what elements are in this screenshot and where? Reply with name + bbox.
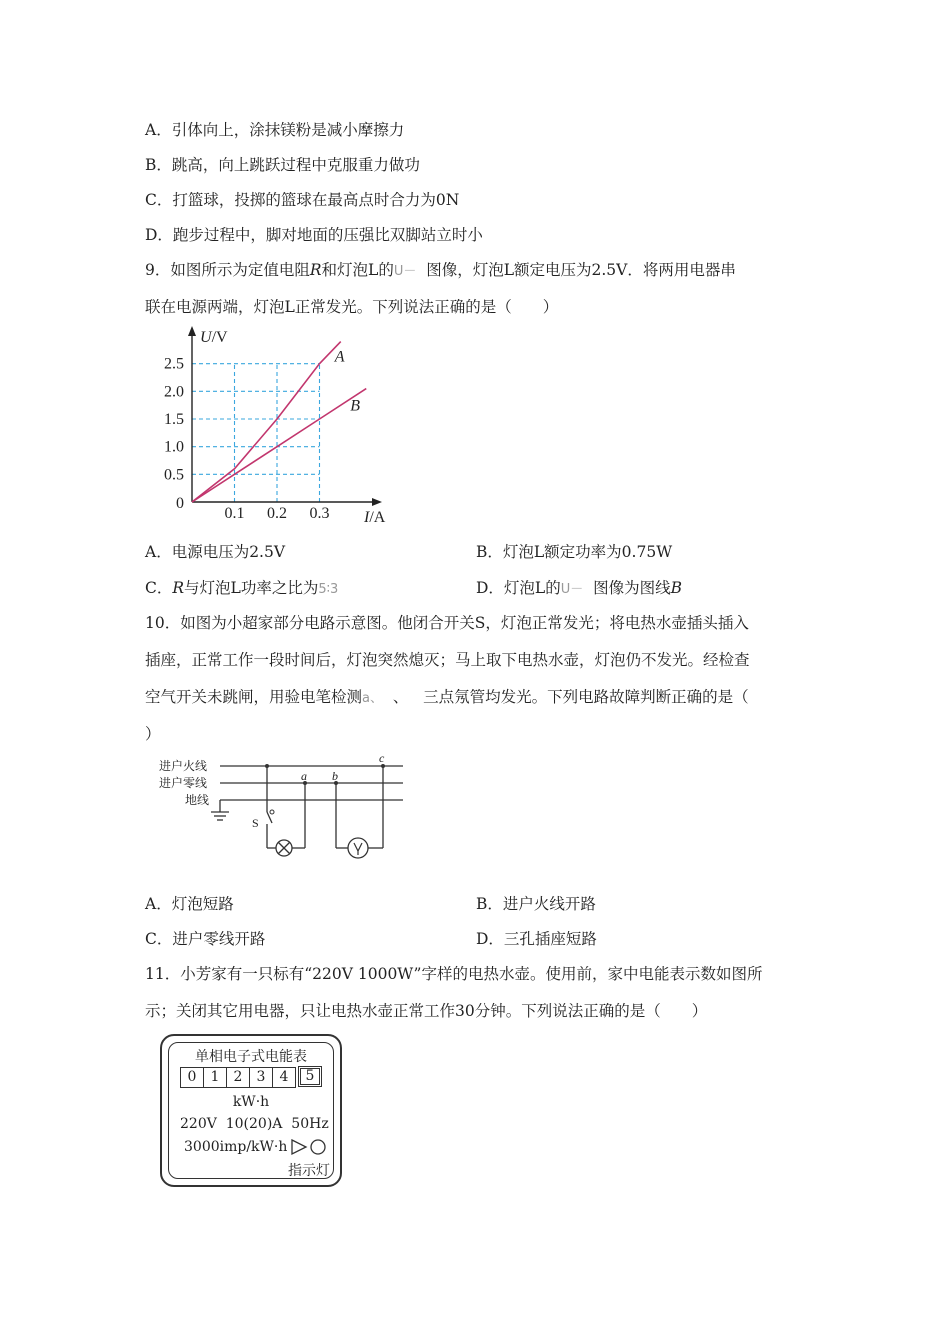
q10-option-b: B．进户火线开路 bbox=[476, 895, 596, 913]
q10-stem-line4: ） bbox=[145, 725, 161, 743]
label-b: b bbox=[332, 769, 338, 783]
q10-stem-line3-pre: 空气开关未跳闸，用验电笔检测 bbox=[145, 688, 363, 706]
x-axis-arrow bbox=[372, 498, 382, 506]
q9-r-symbol: R bbox=[309, 261, 322, 279]
x-axis-label: I/A bbox=[364, 509, 386, 526]
circuit-diagram bbox=[155, 750, 415, 865]
meter-digits bbox=[180, 1067, 320, 1088]
q9-ui-glyph: U－ bbox=[393, 264, 417, 279]
q10-stem-line3 bbox=[145, 685, 749, 707]
meter-digit: 4 bbox=[273, 1067, 296, 1088]
x-tick-label: 0.2 bbox=[267, 505, 287, 522]
series-label-B: B bbox=[350, 397, 361, 415]
q9-option-d-b: B bbox=[670, 579, 683, 597]
meter-digit: 0 bbox=[180, 1067, 204, 1088]
q9-option-c-ratio: 5∶3 bbox=[318, 582, 339, 597]
q10-stem-line1: 10．如图为小超家部分电路示意图。他闭合开关S，灯泡正常发光；将电热水壶插头插入 bbox=[145, 614, 749, 632]
meter-spec2-row bbox=[184, 1138, 328, 1156]
q9-option-d-post: 图像为图线 bbox=[593, 579, 671, 597]
label-c: c bbox=[379, 751, 385, 765]
q9-option-c-r: R bbox=[172, 579, 185, 597]
q9-stem-line1 bbox=[145, 258, 736, 280]
q9-stem-post: 图像，灯泡L额定电压为2.5V．将两用电器串 bbox=[426, 261, 736, 279]
y-axis-label: U/V bbox=[200, 329, 228, 346]
label-live: 进户火线 bbox=[159, 759, 208, 773]
meter-digit-decimal: 5 bbox=[300, 1068, 320, 1085]
y-axis-arrow bbox=[188, 326, 196, 336]
meter-title: 单相电子式电能表 bbox=[195, 1049, 307, 1065]
q9-option-d-glyph: U－ bbox=[560, 582, 584, 597]
meter-digit: 3 bbox=[250, 1067, 273, 1088]
meter-digit: 1 bbox=[204, 1067, 227, 1088]
q11-stem-line2: 示；关闭其它用电器，只让电热水壶正常工作30分钟。下列说法正确的是（ ） bbox=[145, 1002, 708, 1020]
indicator-icon bbox=[290, 1138, 328, 1156]
q9-option-c-mid: 与灯泡L功率之比为 bbox=[184, 579, 319, 597]
meter-spec1: 220V 10(20)A 50Hz bbox=[180, 1116, 329, 1132]
q9-option-c-pre: C． bbox=[145, 579, 173, 597]
x-tick-label: 0.3 bbox=[309, 505, 330, 522]
y-tick-label: 1.5 bbox=[164, 411, 184, 428]
series-label-A: A bbox=[334, 348, 345, 366]
label-a: a bbox=[301, 769, 307, 783]
y-tick-label: 1.0 bbox=[164, 438, 184, 456]
ui-chart bbox=[150, 322, 390, 527]
label-switch: S bbox=[252, 816, 259, 830]
meter-spec2: 3000imp/kW·h bbox=[184, 1139, 288, 1155]
x-tick-label: 0.1 bbox=[224, 505, 245, 522]
q9-option-c bbox=[145, 576, 338, 598]
y-tick-label: 2.0 bbox=[164, 383, 184, 401]
q9-option-d-pre: D．灯泡L的 bbox=[476, 579, 561, 597]
q8-option-b: B．跳高，向上跳跃过程中克服重力做功 bbox=[145, 156, 420, 174]
meter-indicator-label: 指示灯 bbox=[288, 1163, 330, 1179]
energy-meter bbox=[160, 1034, 342, 1187]
q8-option-d: D．跑步过程中，脚对地面的压强比双脚站立时小 bbox=[145, 226, 483, 244]
origin-label: 0 bbox=[176, 495, 184, 512]
q10-option-a: A．灯泡短路 bbox=[145, 895, 234, 913]
q9-stem-mid: 和灯泡L的 bbox=[321, 261, 394, 279]
q10-stem-line3-glyph: a、 bbox=[362, 691, 383, 706]
q9-stem-line2: 联在电源两端，灯泡L正常发光。下列说法正确的是（ ） bbox=[145, 298, 559, 316]
y-tick-label: 0.5 bbox=[164, 466, 184, 484]
y-tick-label: 2.5 bbox=[164, 355, 184, 373]
q10-stem-line2: 插座，正常工作一段时间后，灯泡突然熄灭；马上取下电热水壶，灯泡仍不发光。经检查 bbox=[145, 651, 750, 669]
q10-option-d: D．三孔插座短路 bbox=[476, 930, 597, 948]
meter-digit: 2 bbox=[227, 1067, 250, 1088]
q9-option-b: B．灯泡L额定功率为0.75W bbox=[476, 543, 673, 561]
q8-option-a: A．引体向上，涂抹镁粉是减小摩擦力 bbox=[145, 121, 405, 139]
q9-stem-pre: 9．如图所示为定值电阻 bbox=[145, 261, 310, 279]
series-line-A bbox=[192, 342, 341, 502]
q9-option-a: A．电源电压为2.5V bbox=[145, 543, 286, 561]
q8-option-c: C．打篮球，投掷的篮球在最高点时合力为0N bbox=[145, 191, 460, 209]
label-neutral: 进户零线 bbox=[159, 776, 208, 790]
q10-stem-line3-mid: 、 bbox=[392, 688, 409, 706]
q10-stem-line3-post: 三点氖管均发光。下列电路故障判断正确的是（ bbox=[423, 688, 749, 706]
meter-unit: kW·h bbox=[232, 1094, 270, 1110]
series-line-B bbox=[192, 389, 366, 502]
q10-option-c: C．进户零线开路 bbox=[145, 930, 266, 948]
q9-option-d bbox=[476, 576, 682, 598]
label-ground: 地线 bbox=[185, 793, 210, 807]
q11-stem-line1: 11．小芳家有一只标有“220V 1000W”字样的电热水壶。使用前，家中电能表示数如图所 bbox=[145, 965, 763, 983]
